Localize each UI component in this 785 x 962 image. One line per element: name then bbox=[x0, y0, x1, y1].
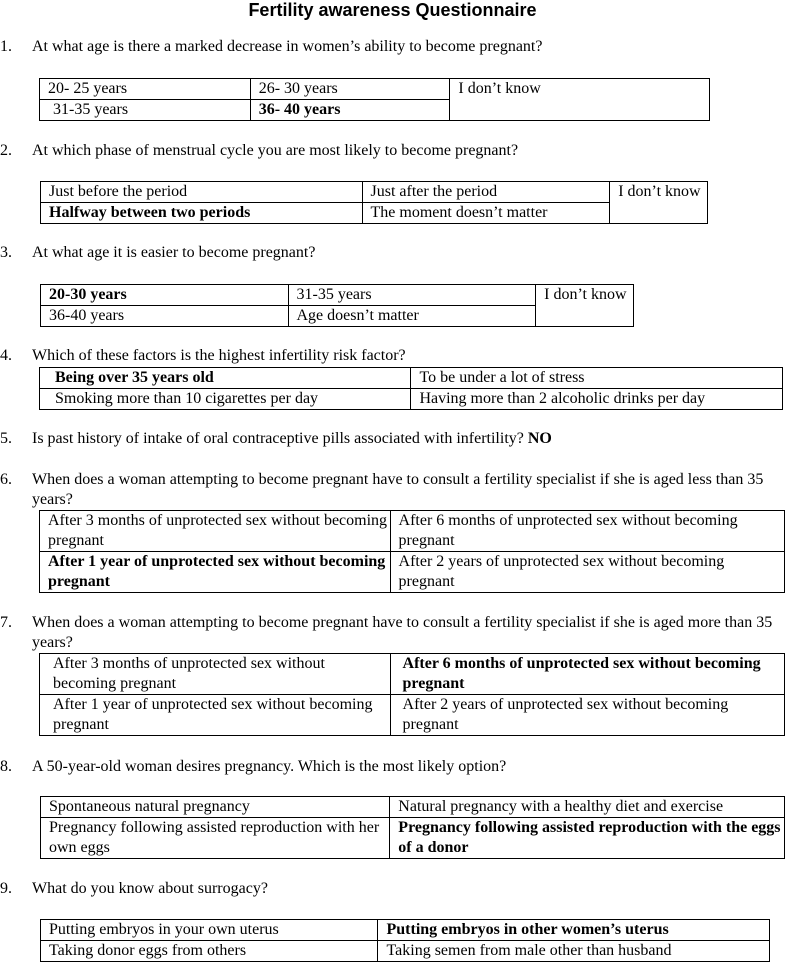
question-number: 4. bbox=[0, 347, 12, 364]
question-text: A 50-year-old woman desires pregnancy. Which is the most likely option? bbox=[32, 758, 507, 775]
question-number: 9. bbox=[0, 880, 12, 897]
option-cell: Having more than 2 alcoholic drinks per day bbox=[411, 389, 783, 410]
options-table-2 bbox=[40, 181, 708, 224]
question-number: 2. bbox=[0, 142, 12, 159]
options-table-4 bbox=[39, 367, 783, 410]
options-table-8 bbox=[40, 796, 785, 859]
correct-option-cell: Pregnancy following assisted reproduction with the eggs of a donor bbox=[390, 818, 785, 859]
option-cell: 31-35 years bbox=[288, 285, 536, 306]
correct-option-cell: 36- 40 years bbox=[250, 100, 450, 121]
options-table-6 bbox=[39, 510, 785, 593]
option-cell: Putting embryos in your own uterus bbox=[41, 920, 378, 941]
correct-option-cell: Halfway between two periods bbox=[41, 203, 363, 224]
question-text: Is past history of intake of oral contraceptive pills associated with infertility? bbox=[32, 430, 524, 447]
options-table-7 bbox=[39, 653, 785, 736]
question-number: 6. bbox=[0, 471, 12, 488]
question-number: 7. bbox=[0, 614, 12, 631]
question-text: At which phase of menstrual cycle you are most likely to become pregnant? bbox=[32, 142, 519, 159]
option-cell: Age doesn’t matter bbox=[288, 306, 536, 327]
option-cell: Just before the period bbox=[41, 182, 363, 203]
question-number: 1. bbox=[0, 38, 12, 55]
question-text: At what age it is easier to become pregnant? bbox=[32, 244, 316, 261]
options-table-3 bbox=[40, 284, 634, 327]
option-cell: After 1 year of unprotected sex without becoming pregnant bbox=[40, 695, 391, 736]
correct-option-cell: Putting embryos in other women’s uterus bbox=[378, 920, 770, 941]
options-table-1 bbox=[39, 78, 710, 121]
answer-text: NO bbox=[527, 430, 552, 447]
option-cell: Taking semen from male other than husband bbox=[378, 941, 770, 962]
option-cell: 36-40 years bbox=[41, 306, 289, 327]
question-number: 3. bbox=[0, 244, 12, 261]
option-cell: Natural pregnancy with a healthy diet and exercise bbox=[390, 797, 785, 818]
option-cell: I don’t know bbox=[610, 182, 708, 224]
correct-option-cell: Being over 35 years old bbox=[40, 368, 411, 389]
question-5-line bbox=[32, 429, 784, 449]
question-number: 5. bbox=[0, 430, 12, 447]
correct-option-cell: 20-30 years bbox=[41, 285, 289, 306]
question-text: At what age is there a marked decrease in women’s ability to become pregnant? bbox=[32, 38, 543, 55]
option-cell: I don’t know bbox=[450, 79, 710, 121]
question-text: When does a woman attempting to become pregnant have to consult a fertility specialist if she is aged more than 35 years? bbox=[32, 614, 773, 651]
question-text: Which of these factors is the highest infertility risk factor? bbox=[32, 347, 406, 364]
option-cell: 26- 30 years bbox=[250, 79, 450, 100]
question-text: What do you know about surrogacy? bbox=[32, 880, 268, 897]
option-cell: 20- 25 years bbox=[40, 79, 251, 100]
option-cell: Spontaneous natural pregnancy bbox=[41, 797, 390, 818]
option-cell: 31-35 years bbox=[40, 100, 251, 121]
question-text: When does a woman attempting to become pregnant have to consult a fertility specialist if she is aged less than 35 years? bbox=[32, 471, 764, 508]
correct-option-cell: After 6 months of unprotected sex without becoming pregnant bbox=[390, 654, 784, 695]
option-cell: After 6 months of unprotected sex without becoming pregnant bbox=[390, 511, 784, 552]
option-cell: Pregnancy following assisted reproduction with her own eggs bbox=[41, 818, 390, 859]
option-cell: The moment doesn’t matter bbox=[362, 203, 610, 224]
option-cell: To be under a lot of stress bbox=[411, 368, 783, 389]
option-cell: Smoking more than 10 cigarettes per day bbox=[40, 389, 411, 410]
option-cell: Taking donor eggs from others bbox=[41, 941, 378, 962]
question-number: 8. bbox=[0, 758, 12, 775]
correct-option-cell: After 1 year of unprotected sex without becoming pregnant bbox=[40, 552, 391, 593]
option-cell: After 3 months of unprotected sex without becoming pregnant bbox=[40, 654, 391, 695]
page-title: Fertility awareness Questionnaire bbox=[248, 0, 537, 20]
option-cell: After 3 months of unprotected sex without becoming pregnant bbox=[40, 511, 391, 552]
option-cell: After 2 years of unprotected sex without becoming pregnant bbox=[390, 552, 784, 593]
option-cell: I don’t know bbox=[536, 285, 634, 327]
option-cell: Just after the period bbox=[362, 182, 610, 203]
option-cell: After 2 years of unprotected sex without becoming pregnant bbox=[390, 695, 784, 736]
options-table-9 bbox=[40, 919, 770, 962]
